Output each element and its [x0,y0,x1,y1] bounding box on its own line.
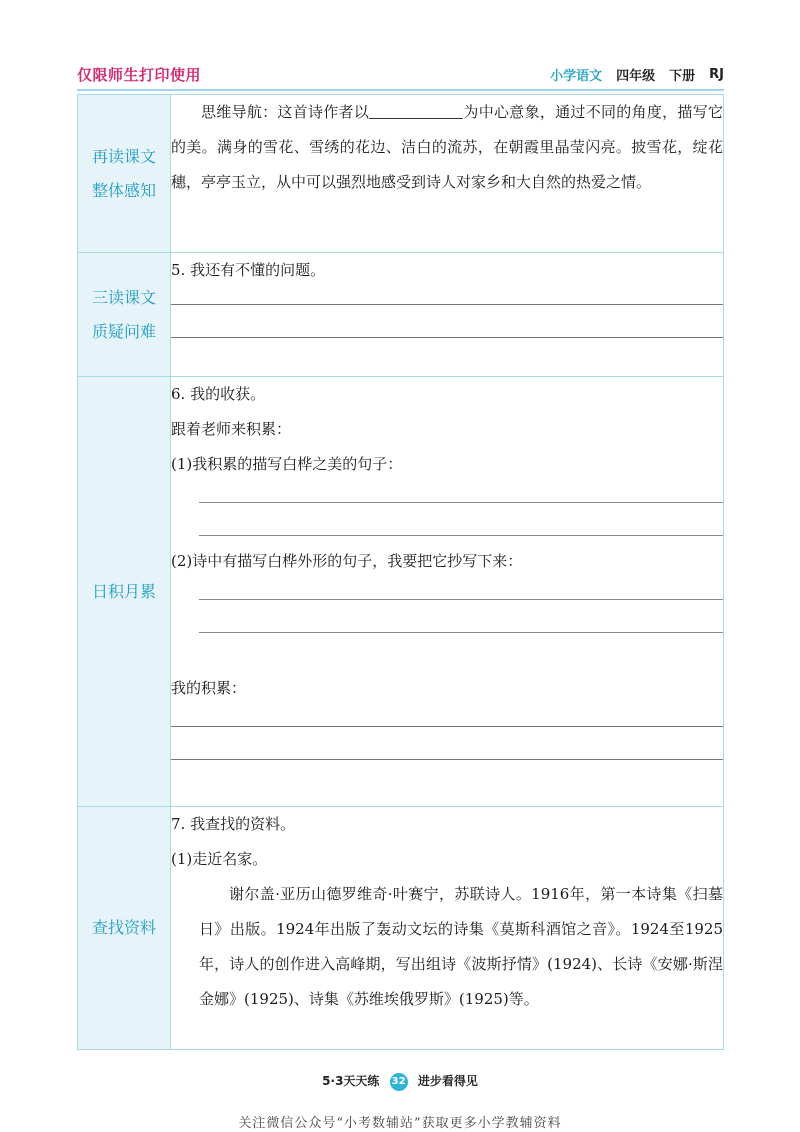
section-label [78,253,171,377]
question-7: 7. 我查找的资料。 [171,815,296,833]
answer-line[interactable] [171,337,723,338]
part-1-title: (1)走近名家。 [171,850,268,868]
section-research [78,807,724,1050]
section-content [171,95,724,253]
section-label-line1: 再读课文 [91,146,156,166]
thinking-guide [171,95,723,200]
section-content [171,807,724,1050]
section-label [78,377,171,807]
guide-text-after: 为中心意象，通过不同的角度，描写它的美。满身的雪花、雪绣的花边、洁白的流苏，在朝霞里晶莹闪亮。披雪花，绽花穗，亭亭玉立，从中可以强烈地感受到诗人对家乡和大自然的热爱之情。 [171,103,723,191]
worksheet-table [77,94,724,1050]
grade-label: 四年级 [616,69,656,84]
section-label [78,95,171,253]
footer-series: 5·3天天练 [322,1074,380,1088]
part-2-prompt: (2)诗中有描写白桦外形的句子，我要把它抄写下来： [171,552,523,570]
edition-label: RJ [709,67,724,82]
section-label-line1: 查找资料 [91,918,156,937]
page-footer [0,1072,800,1091]
section-questions [78,253,724,377]
section-reread [78,95,724,253]
section-label-line1: 日积月累 [91,581,156,601]
section-label [78,807,171,1050]
section-label-line1: 三读课文 [91,287,156,307]
section-label-line2: 质疑问难 [91,321,156,341]
question-6: 6. 我的收获。 [171,385,266,403]
my-accumulation-label: 我的积累： [171,679,247,697]
term-label: 下册 [669,69,696,84]
section-label-line2: 整体感知 [91,180,156,200]
book-info [550,65,724,84]
guide-text-before: 思维导航：这首诗作者以 [201,103,370,121]
header-divider [77,89,724,91]
footer-slogan: 进步看得见 [417,1074,478,1088]
section-content [171,377,724,807]
poet-biography: 谢尔盖·亚历山德罗维奇·叶赛宁，苏联诗人。1916年，第一本诗集《扫墓日》出版。1924年出版了轰动文坛的诗集《莫斯科酒馆之音》。1924至1925年，诗人的创作进入高峰期，写出组诗《波斯抒情》(1924)、长诗《安娜·斯涅金娜》(1925)、诗集《苏维埃俄罗斯》(1925)等。 [199,885,723,1008]
section-accumulate [78,377,724,807]
bottom-note: 关注微信公众号“小考数辅站”获取更多小学教辅资料 [238,1116,562,1131]
question-5: 5. 我还有不懂的问题。 [171,261,326,279]
part-1-prompt: (1)我积累的描写白桦之美的句子： [171,455,403,473]
subject-label: 小学语文 [550,69,603,84]
section-content [171,253,724,377]
fill-blank[interactable] [369,100,463,119]
print-notice: 仅限师生打印使用 [77,66,202,84]
page-number: 32 [390,1073,408,1091]
answer-line[interactable] [171,759,723,760]
prompt-text: 跟着老师来积累： [171,420,292,438]
